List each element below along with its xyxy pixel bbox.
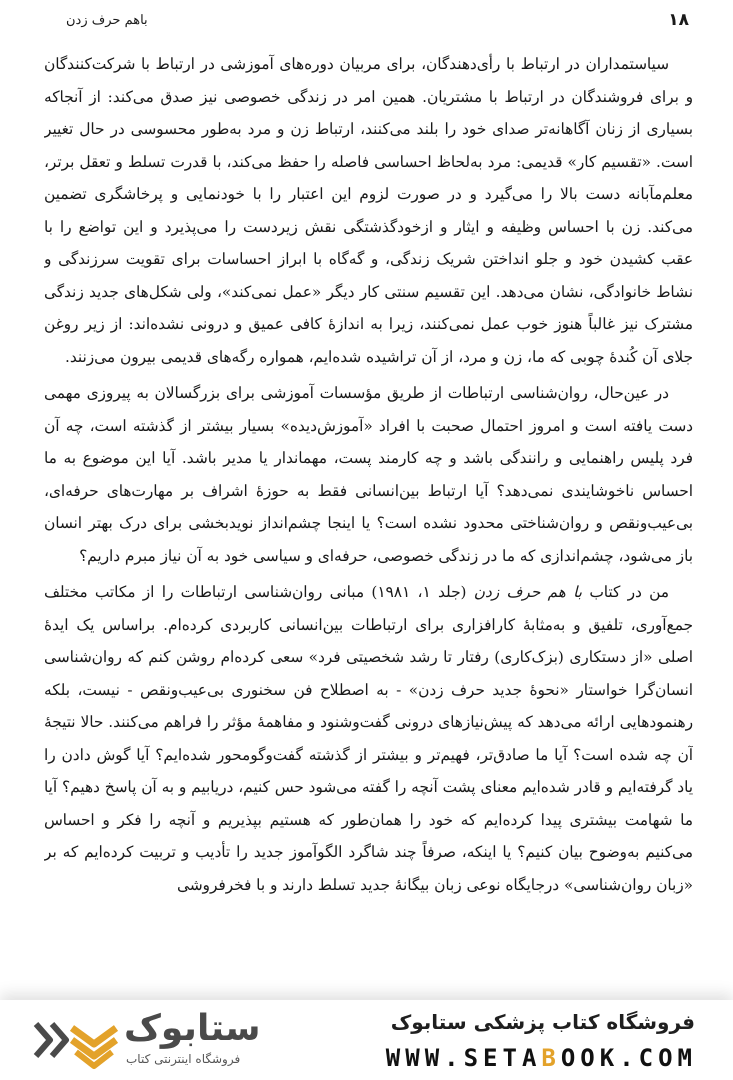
body-text — [44, 48, 693, 1000]
paragraph — [44, 377, 693, 572]
store-banner — [0, 1000, 733, 1080]
page-header — [36, 6, 689, 34]
text-run: (جلد ۱، ۱۹۸۱) مبانی روان‌شناسی ارتباطات را از مکاتب مختلف جمع‌آوری، تلفیق و به‌مثابهٔ کارافزاری برای ارتباطات بین‌انسانی کاربردی کرده‌ام. براساس یک ایدهٔ اصلی «از دستکاری (بزک‌کاری) رفتار تا رشد شخصیتی فرد» سعی کرده‌ام روشن کنم که روان‌شناسی انسان‌گرا خواستار «نحوهٔ جدید حرف زدن» - به اصطلاح فن سخنوری بی‌عیب‌ونقص - نیست، بلکه رهنمودهایی ارائه می‌دهد که پیش‌نیازهای درونی گفت‌وشنود و مفاهمهٔ مؤثر را فراهم می‌کنند. حالا نتیجهٔ آن چه شده است؟ آیا ما صادق‌تر، فهیم‌تر و بیشتر از گذشته گفت‌وگومحور شده‌ایم؟ آیا گوش دادن را یاد گرفته‌ایم و قادر شده‌ایم معنای پشت آنچه را گفته می‌شود حس کنیم، دریابیم و به آن پاسخ دهیم؟ آیا ما شهامت بیشتری پیدا کرده‌ایم که خود را همان‌طور که هستیم بپذیریم و آنچه را فکر و احساس می‌کنیم به‌وضوح بیان کنیم؟ یا اینکه، صرفاً چند شاگرد الگوآموز جدید را تأدیب و تربیت کرده‌ایم که بر «زبان روان‌شناسی» درجایگاه نوعی زبان بیگانهٔ جدید تسلط دارند و با فخرفروشی — [44, 583, 693, 894]
logo-wordmark: ستابوک — [124, 1008, 261, 1049]
page-number: ۱۸ — [668, 10, 689, 30]
url-part: WWW.SETA — [385, 1044, 542, 1072]
url-part: OOK.COM — [560, 1044, 697, 1072]
logo-tagline: فروشگاه اینترنتی کتاب — [126, 1052, 241, 1066]
paragraph — [44, 48, 693, 373]
text-run: در عین‌حال، روان‌شناسی ارتباطات از طریق مؤسسات آموزشی برای بزرگسالان به پیروزی مهمی دست یافته است و امروز احتمال صحبت با افراد «آموزش‌دیده» بسیار بیشتر از گذشته است، چه آن فرد پلیس راهنمایی و رانندگی باشد و چه کارمند پست، مهماندار یا مدیر باشد. آیا این موضوع به ما احساس ناخوشایندی نمی‌دهد؟ آیا ارتباط بین‌انسانی فقط به حوزهٔ اشراف بر مهارت‌های حرفه‌ای، بی‌عیب‌ونقص و روان‌شناختی محدود نشده است؟ یا اینجا چشم‌انداز نویدبخشی برای درک بهتر انسان باز می‌شود، چشم‌اندازی که ما در زندگی خصوصی، حرفه‌ای و سیاسی خود به آن نیاز مبرم داریم؟ — [44, 384, 693, 565]
store-url[interactable] — [386, 1044, 697, 1072]
text-run: سیاستمداران در ارتباط با رأی‌دهندگان، برای مربیان دوره‌های آموزشی در ارتباط با شرکت‌کنندگان و برای فروشندگان در ارتباط با مشتریان. همین امر در زندگی خصوصی نیز صدق می‌کند: از آنجاکه بسیاری از زنان آگاهانه‌تر صدای خود را بلند می‌کنند، ارتباط زن و مرد به‌طور محسوسی در حال تغییر است. «تقسیم کار» قدیمی: مرد به‌لحاظ احساسی فاصله را حفظ می‌کند، با قدرت تسلط و تعقل برتر، معلم‌مآبانه دست بالا را می‌گیرد و در صورت لزوم این اعتبار را با خودنمایی و پرخاشگری تضمین می‌کند. زن با احساس وظیفه و ایثار و ازخودگذشتگی نقش زیردست را می‌پذیرد و این تواضع را با عقب کشیدن خود و جلو انداختن شریک زندگی، و گه‌گاه با ابراز احساسات برای تقویت سرزندگی و نشاط خانوادگی، نشان می‌دهد. این تقسیم سنتی کار دیگر «عمل نمی‌کند»، ولی شکل‌های جدید زندگی مشترک نیز غالباً هنوز خوب عمل نمی‌کنند، زیرا به اندازهٔ کافی عمیق و درونی نشده‌اند: از زیر روغن جلای آن کُندهٔ چوبی که ما، زن و مرد، از آن تراشیده شده‌ایم، همواره رگه‌های قدیمی بیرون می‌زنند. — [44, 55, 693, 366]
setabook-logo-icon — [28, 1010, 120, 1072]
store-name: فروشگاه کتاب پزشکی ستابوک — [390, 1010, 695, 1034]
running-title: باهم حرف زدن — [66, 12, 148, 28]
setabook-logo — [28, 1010, 298, 1072]
paragraph — [44, 576, 693, 901]
text-run: من در کتاب — [582, 583, 669, 601]
url-accent-letter: B — [541, 1044, 561, 1072]
book-title-italic: با هم حرف زدن — [473, 583, 583, 601]
